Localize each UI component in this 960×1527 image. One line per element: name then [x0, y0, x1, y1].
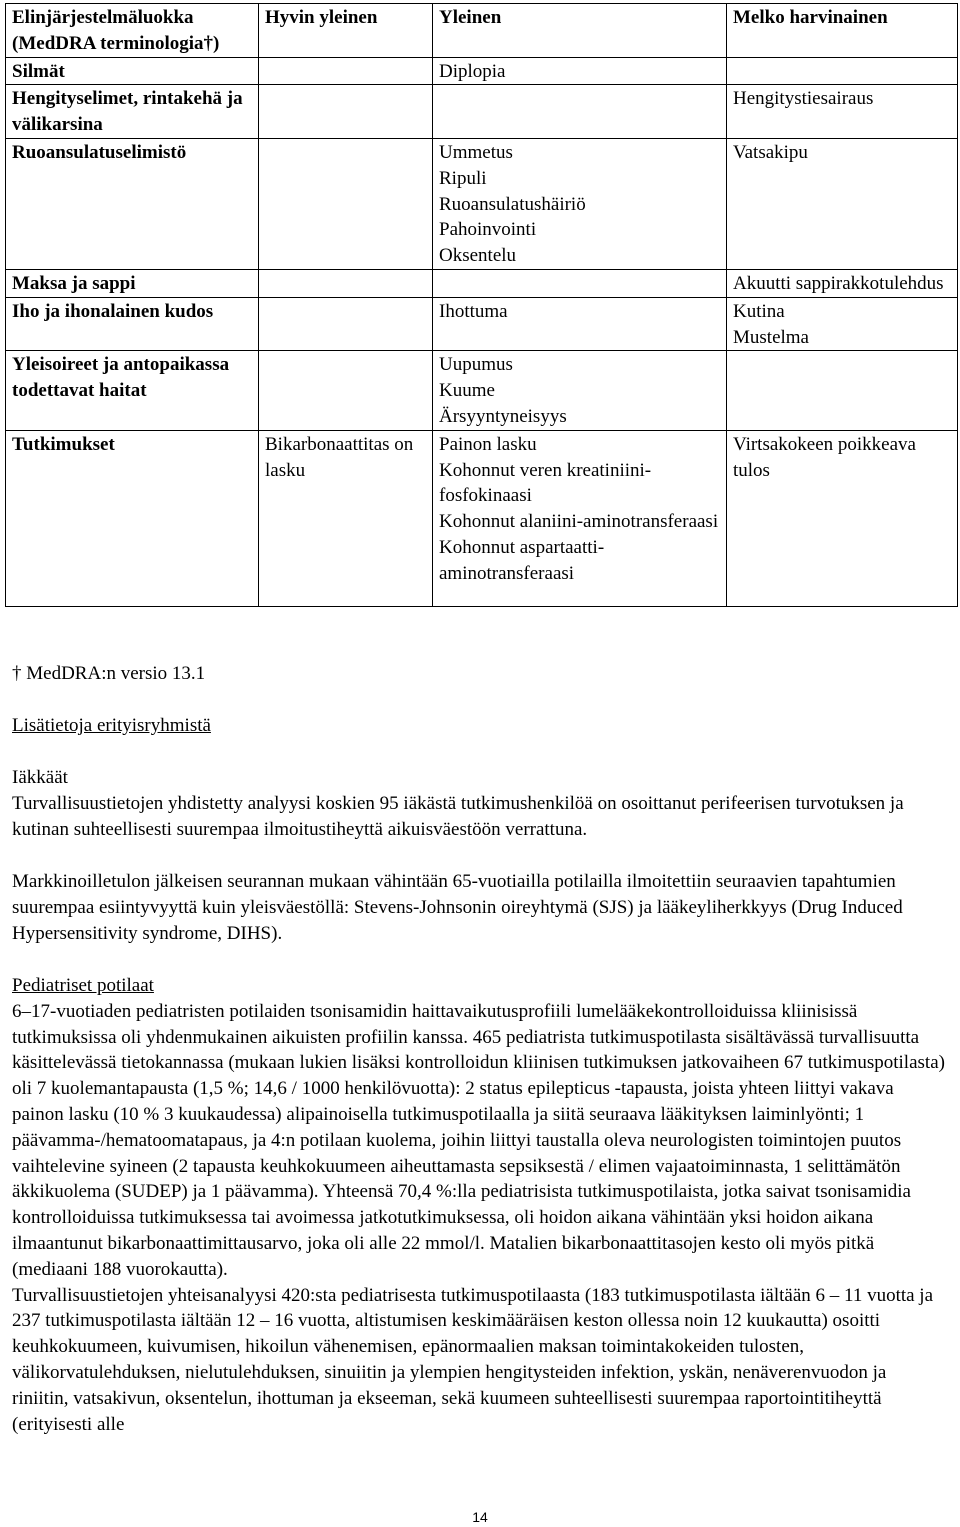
cell-organ-class: Iho ja ihonalainen kudos — [6, 297, 259, 351]
cell-very-common: Bikarbonaattitas on lasku — [259, 430, 433, 606]
pediatric-section — [12, 973, 947, 1437]
cell-common — [433, 351, 727, 430]
cell-uncommon: Virtsakokeen poikkeava tulos — [727, 430, 958, 606]
cell-organ-class: Yleisoireet ja antopaikassa todettavat haitat — [6, 351, 259, 430]
header-common: Yleinen — [433, 4, 727, 58]
cell-uncommon — [727, 297, 958, 351]
header-very-common: Hyvin yleinen — [259, 4, 433, 58]
cell-common-list: Uupumus Kuume Ärsyyntyneisyys — [439, 354, 567, 427]
cell-organ-class: Tutkimukset — [6, 430, 259, 606]
cell-very-common — [259, 269, 433, 297]
section-heading: Lisätietoja erityisryhmistä — [12, 715, 211, 736]
table-row — [6, 138, 958, 269]
cell-common — [433, 269, 727, 297]
page-number: 14 — [472, 1509, 488, 1525]
cell-uncommon — [727, 57, 958, 85]
pediatric-paragraph-1: 6–17-vuotiaden pediatristen potilaiden tsonisamidin haittavaikutusprofiili lumelääkekontrolloiduissa kliinisissä tutkimuksissa oli yhdenmukainen aikuisten profiilin kanssa. 465 pediatrista tutkimuspotilasta sisältävässä turvallisuutta käsittelevässä tietokannassa (mukaan lukien lisäksi kontrolloidun kliinisen tutkimuksen jatkovaiheen 67 tutkimuspotilasta) oli 7 kuolemantapausta (1,5 %; 14,6 / 1000 henkilövuotta): 2 status epilepticus -tapausta, joista yhteen liittyi vakava painon lasku (10 % 3 kuukaudessa) alipainoisella tutkimuspotilaalla ja siitä seuraava lääkityksen laiminlyönti; 1 päävamma-/hematoomatapaus, ja 4:n potilaan kuolema, joihin liittyi taustalla oleva neurologisten toimintojen puutos vaihtelevine syineen (2 tapausta keuhkokuumeen aiheuttamasta sepsiksestä / elimen vajaatoiminnasta, 1 selittämätön äkkikuolema (SUDEP) ja 1 päävamma). Yhteensä 70,4 %:lla pediatrisista tutkimuspotilaista, jotka saivat tsonisamidia kontrolloiduissa tutkimuksessa tai avoimessa jatkotutkimuksessa, oli hoidon aikana vähintään yksi hoidon aikana ilmaantunut bikarbonaattimittausarvo, joka oli alle 22 mmol/l. Matalien bikarbonaattitasojen kesto oli myös pitkä (mediaani 188 vuorokautta). — [12, 1000, 945, 1280]
table-header-row — [6, 4, 958, 58]
cell-common — [433, 85, 727, 139]
elderly-paragraph-2: Markkinoilletulon jälkeisen seurannan mukaan vähintään 65-vuotiailla potilailla ilmoitettiin seuraavien tapahtumien suurempaa esiintyvyyttä kuin yleisväestöllä: Stevens-Johnsonin oireyhtymä (SJS) ja lääkeyliherkkyys (Drug Induced Hypersensitivity syndrome, DIHS). — [12, 871, 903, 944]
cell-common — [433, 430, 727, 606]
cell-very-common — [259, 351, 433, 430]
pediatric-heading: Pediatriset potilaat — [12, 975, 154, 996]
header-organ-class: Elinjärjestelmäluokka (MedDRA terminologia†) — [6, 4, 259, 58]
table-row — [6, 297, 958, 351]
elderly-section — [12, 765, 947, 842]
cell-uncommon: Akuutti sappirakkotulehdus — [727, 269, 958, 297]
cell-uncommon: Hengitystiesairaus — [727, 85, 958, 139]
cell-common-list: Ummetus Ripuli Ruoansulatushäiriö Pahoinvointi Oksentelu — [439, 141, 586, 267]
table-row — [6, 57, 958, 85]
adverse-reactions-table — [5, 3, 958, 607]
table-row — [6, 85, 958, 139]
table-row — [6, 269, 958, 297]
table-row — [6, 351, 958, 430]
cell-uncommon-list: Kutina Mustelma — [733, 300, 809, 348]
cell-uncommon — [727, 351, 958, 430]
cell-common: Ihottuma — [433, 297, 727, 351]
cell-very-common — [259, 57, 433, 85]
pediatric-paragraph-2: Turvallisuustietojen yhteisanalyysi 420:sta pediatrisesta tutkimuspotilaasta (183 tutkimuspotilasta iältään 6 – 11 vuotta ja 237 tutkimuspotilasta iältään 12 – 16 vuotta, altistumisen keskimääräisen keston ollessa noin 12 kuukautta) osoitti keuhkokuumeen, kuivumisen, hikoilun vähenemisen, epänormaalien maksan toimintakokeiden tulosten, välikorvatulehduksen, nielutulehduksen, sinuiitin ja ylempien hengitysteiden infektion, yskän, nenäverenvuodon ja riniitin, vatsakivun, oksentelun, ihottuman ja ekseeman, sekä kuumeen suhteellisesti suurempaa raportointitiheyttä (erityisesti alle — [12, 1284, 934, 1435]
cell-common: Diplopia — [433, 57, 727, 85]
table-row — [6, 430, 958, 606]
header-uncommon: Melko harvinainen — [727, 4, 958, 58]
cell-common-list: Painon lasku Kohonnut veren kreatiniini-fosfokinaasi Kohonnut alaniini-aminotransferaasi Kohonnut aspartaatti-aminotransferaasi — [439, 433, 719, 584]
elderly-paragraph-1: Turvallisuustietojen yhdistetty analyysi koskien 95 iäkästä tutkimushenkilöä on osoittanut perifeerisen turvotuksen ja kutinan suhteellisesti suurempaa ilmoitustiheyttä aikuisväestöön verrattuna. — [12, 792, 904, 840]
cell-very-common — [259, 297, 433, 351]
cell-organ-class: Ruoansulatuselimistö — [6, 138, 259, 269]
cell-common — [433, 138, 727, 269]
cell-organ-class: Maksa ja sappi — [6, 269, 259, 297]
cell-organ-class: Hengityselimet, rintakehä ja välikarsina — [6, 85, 259, 139]
elderly-paragraph-2-block — [12, 869, 947, 946]
cell-organ-class: Silmät — [6, 57, 259, 85]
cell-uncommon: Vatsakipu — [727, 138, 958, 269]
table-footnote: † MedDRA:n versio 13.1 — [12, 663, 206, 684]
elderly-heading: Iäkkäät — [12, 767, 68, 788]
cell-very-common — [259, 138, 433, 269]
cell-very-common — [259, 85, 433, 139]
